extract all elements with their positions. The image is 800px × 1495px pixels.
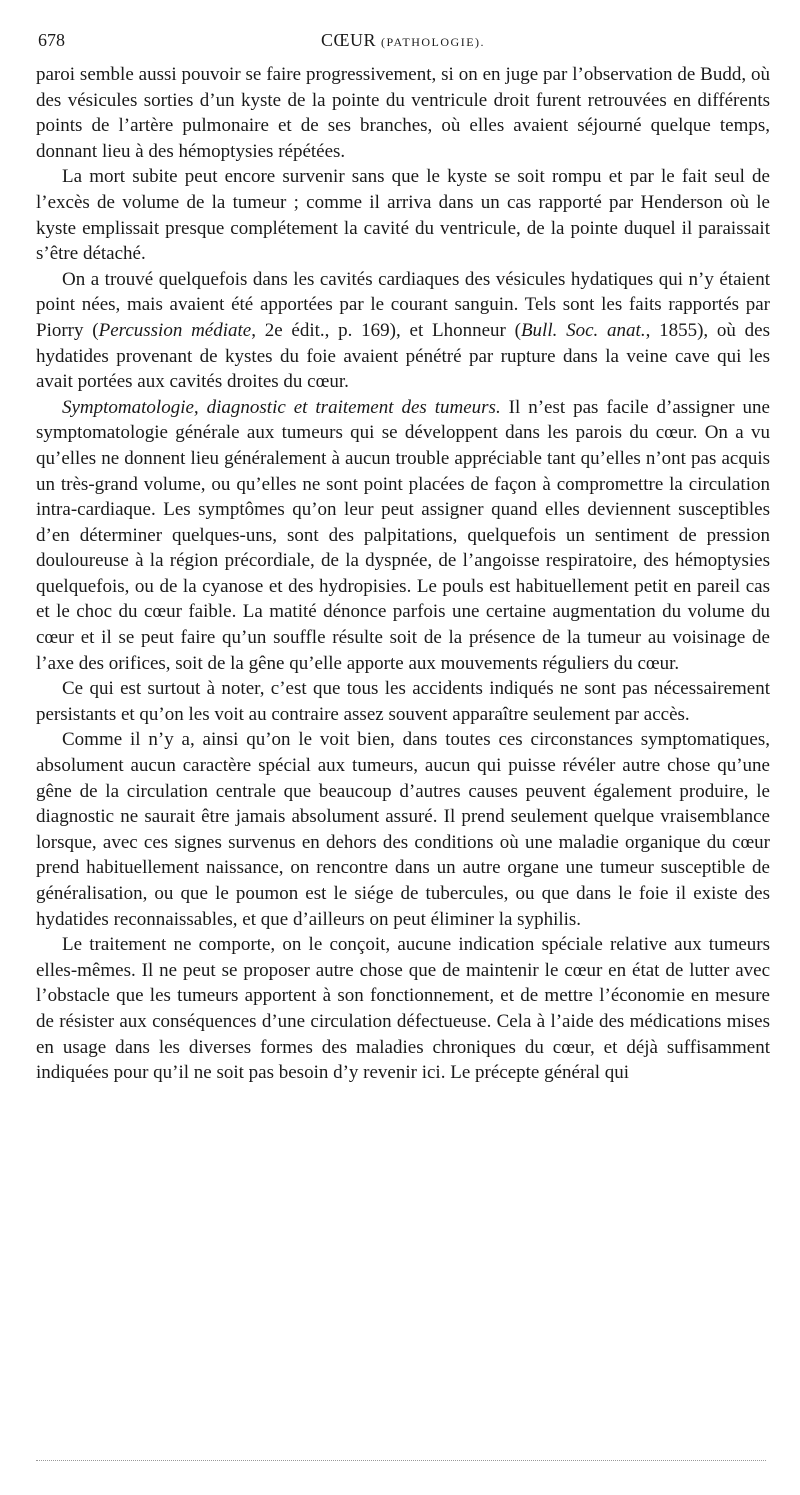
paragraph: Comme il n’y a, ainsi qu’on le voit bien, dans toutes ces circonstances symptomatiques, absolument aucun caractère spécial aux tumeurs, aucun qui puisse révéler autre chose qu’une gêne de la circulation centrale que beaucoup d’autres causes peuvent également produire, le diagnostic ne saurait être jamais absolument assuré. Il prend seulement quelque vraisemblance lorsque, avec ces signes survenus en dehors des conditions où une maladie organique du cœur prend habituellement naissance, on rencontre dans un autre organe une tumeur susceptible de généralisation, ou que le poumon est le siége de tubercules, ou que dans le foie il existe des hydatides reconnaissables, et que d’ailleurs on peut éliminer la syphilis. — [36, 729, 770, 930]
section-heading: Symptomatologie, diagnostic et traitement des tumeurs. — [62, 396, 501, 418]
paragraph: La mort subite peut encore survenir sans que le kyste se soit rompu et par le fait seul de l’excès de volume de la tumeur ; comme il arriva dans un cas rapporté par Henderson où le kyste emplissait presque complétement la cavité du ventricule, de la pointe duquel il paraissait s’être détaché. — [36, 166, 770, 265]
page — [36, 26, 770, 1086]
running-title — [36, 30, 770, 51]
running-header — [36, 26, 770, 62]
paragraph: paroi semble aussi pouvoir se faire progressivement, si on en juge par l’observation de Budd, où des vésicules sorties d’un kyste de la pointe du ventricule droit furent retrouvées en différents points de l’artère pulmonaire et de ses branches, où elles avaient séjourné quelque temps, donnant lieu à des hémoptysies répétées. — [36, 64, 770, 162]
paragraph — [36, 395, 770, 677]
paragraph — [36, 267, 770, 395]
text-run: On a trouvé quelquefois dans les cavités cardiaques des vésicules hydatiques qui n’y étaient point nées, mais avaient été apportées par le courant sanguin. Tels sont les faits rapportés par Piorry ( — [36, 268, 770, 341]
paragraph: Le traitement ne comporte, on le conçoit, aucune indication spéciale relative aux tumeurs elles-mêmes. Il ne peut se proposer autre chose que de maintenir le cœur en état de lutter avec l’obstacle que les tumeurs apportent à son fonctionnement, et de mettre l’économie en mesure de résister aux conséquences d’une circulation défectueuse. Cela à l’aide des médications mises en usage dans les diverses formes des maladies chroniques du cœur, et déjà suffisamment indiquées pour qu’il ne soit pas besoin d’y revenir ici. Le précepte général qui — [36, 934, 770, 1084]
running-title-main: CŒUR — [320, 30, 376, 50]
page-number: 678 — [38, 30, 65, 50]
text-run: , 2e édit., p. 169), et Lhonneur ( — [251, 319, 521, 341]
text-run: Il n’est pas facile d’assigner une symptomatologie générale aux tumeurs qui se développent dans les parois du cœur. On a vu qu’elles ne donnent lieu généralement à aucun trouble appréciable tant qu’elles n’ont pas acquis un très-grand volume, ou qu’elles ne sont point placées de façon à compromettre la circulation intra-cardiaque. Les symptômes qu’on leur peut assigner quand elles deviennent susceptibles d’en déterminer quelques-uns, sont des palpitations, quelquefois un sentiment de pression douloureuse à la région précordiale, de la dyspnée, de l’angoisse respiratoire, des hémoptysies quelquefois, ou de la cyanose et des hydropisies. Le pouls est habituellement petit en pareil cas et le choc du cœur faible. La matité dénonce parfois une certaine augmentation du volume du cœur et il se peut faire qu’un souffle résulte soit de la présence de la tumeur au voisinage de l’axe des orifices, soit de la gêne qu’elle apporte aux mouvements réguliers du cœur. — [36, 396, 770, 674]
footer-divider — [36, 1460, 766, 1461]
citation-title: Bull. Soc. anat. — [520, 319, 646, 341]
citation-title: Percussion médiate — [98, 319, 252, 341]
running-title-sub: (PATHOLOGIE). — [380, 35, 486, 49]
text-run: , 1855), où des hydatides provenant de kystes du foie avaient pénétré par rupture dans la veine cave qui les avait portées aux cavités droites du cœur. — [36, 319, 771, 393]
paragraph: Ce qui est surtout à noter, c’est que tous les accidents indiqués ne sont pas nécessairement persistants et qu’on les voit au contraire assez souvent apparaître seulement par accès. — [36, 678, 770, 725]
body-text — [36, 62, 770, 1086]
